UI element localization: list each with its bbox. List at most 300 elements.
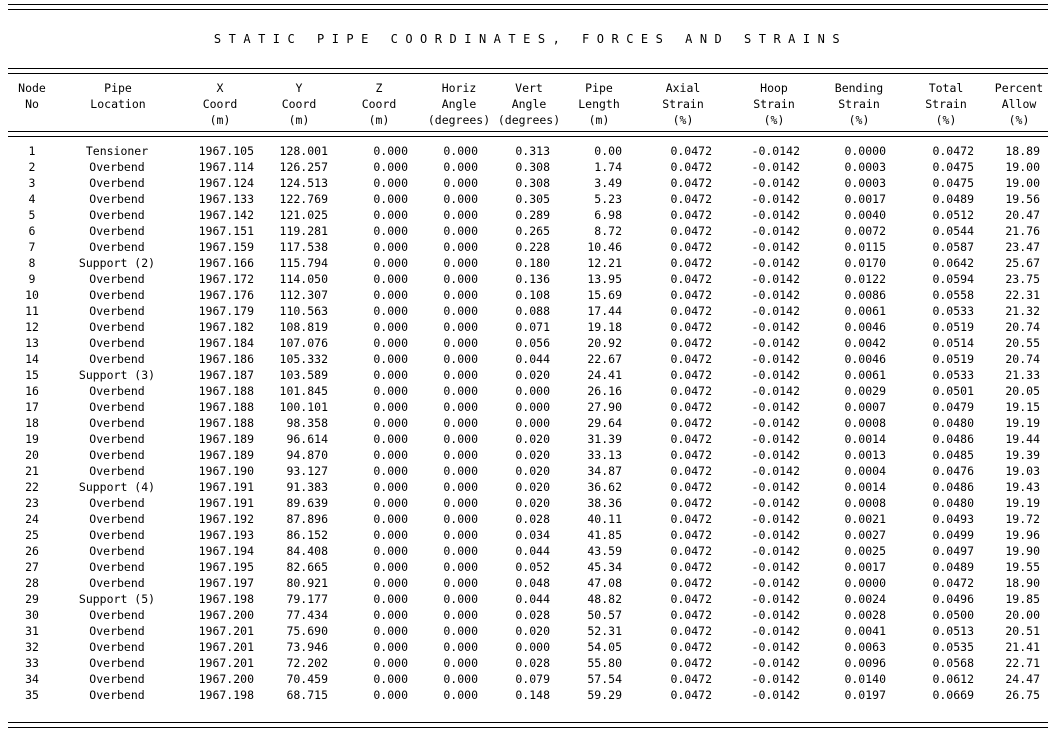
table-cell: 21 (25, 464, 39, 478)
table-cell: 29.64 (587, 416, 622, 430)
table-cell: 0.0472 (670, 432, 712, 446)
table-cell: 0.000 (443, 432, 478, 446)
table-cell: 0.000 (443, 144, 478, 158)
table-cell: 82.665 (286, 560, 328, 574)
table-cell: 0.0476 (932, 464, 974, 478)
table-cell: 0.0486 (932, 432, 974, 446)
table-cell: 0.0472 (670, 352, 712, 366)
table-cell: 21.33 (1005, 368, 1040, 382)
table-row (0, 415, 1061, 431)
table-cell: 0.000 (373, 560, 408, 574)
table-cell: 0.000 (373, 640, 408, 654)
table-cell: 18.89 (1005, 144, 1040, 158)
table-cell: Overbend (89, 464, 145, 478)
table-cell: Overbend (89, 160, 145, 174)
table-cell: 19.15 (1005, 400, 1040, 414)
table-cell: 0.028 (515, 656, 550, 670)
table-cell: 0.0496 (932, 592, 974, 606)
table-cell: 1967.186 (198, 352, 254, 366)
table-cell: 0.000 (443, 544, 478, 558)
table-cell: 1967.105 (198, 144, 254, 158)
table-cell: 31.39 (587, 432, 622, 446)
table-cell: 0.0472 (670, 384, 712, 398)
table-cell: 0.228 (515, 240, 550, 254)
table-cell: 0.000 (443, 672, 478, 686)
column-header-line: Y (295, 81, 303, 95)
table-cell: 0.308 (515, 160, 550, 174)
table-cell: Overbend (89, 640, 145, 654)
table-cell: 19 (25, 432, 39, 446)
table-cell: 31 (25, 624, 39, 638)
table-cell: 0.044 (515, 352, 550, 366)
table-cell: 0.180 (515, 256, 550, 270)
table-cell: 0.000 (373, 416, 408, 430)
table-cell: -0.0142 (751, 144, 800, 158)
table-cell: 0.000 (373, 240, 408, 254)
table-cell: 0.0021 (844, 512, 886, 526)
table-cell: 0.0008 (844, 496, 886, 510)
table-cell: 19.44 (1005, 432, 1040, 446)
table-cell: 124.513 (279, 176, 328, 190)
table-cell: 1967.197 (198, 576, 254, 590)
table-cell: 0.0472 (670, 656, 712, 670)
table-cell: 26.16 (587, 384, 622, 398)
table-cell: 0.0028 (844, 608, 886, 622)
table-cell: 1967.194 (198, 544, 254, 558)
table-cell: 0.0472 (670, 368, 712, 382)
table-cell: 0.000 (443, 656, 478, 670)
table-cell: 0.000 (373, 368, 408, 382)
table-cell: 0.000 (443, 304, 478, 318)
table-cell: 0.0027 (844, 528, 886, 542)
table-cell: 0.0558 (932, 288, 974, 302)
table-row (0, 479, 1061, 495)
bottom-double-rule (8, 722, 1048, 728)
table-cell: 0.0472 (670, 160, 712, 174)
table-cell: 0.000 (443, 368, 478, 382)
table-cell: 0.000 (443, 208, 478, 222)
table-cell: 23 (25, 496, 39, 510)
table-cell: 2 (28, 160, 36, 174)
table-cell: 105.332 (279, 352, 328, 366)
table-cell: 0.0063 (844, 640, 886, 654)
table-cell: 0.0472 (670, 256, 712, 270)
table-cell: 103.589 (279, 368, 328, 382)
table-cell: 0.000 (373, 336, 408, 350)
table-cell: 0.0472 (670, 176, 712, 190)
table-cell: 22 (25, 480, 39, 494)
table-cell: 0.000 (443, 288, 478, 302)
table-cell: -0.0142 (751, 352, 800, 366)
table-cell: 1 (28, 144, 36, 158)
table-cell: 87.896 (286, 512, 328, 526)
table-cell: 121.025 (279, 208, 328, 222)
table-row (0, 511, 1061, 527)
table-cell: 20.51 (1005, 624, 1040, 638)
table-cell: 1967.189 (198, 448, 254, 462)
table-cell: 114.050 (279, 272, 328, 286)
column-header-line: No (25, 97, 39, 111)
table-row (0, 447, 1061, 463)
table-cell: 47.08 (587, 576, 622, 590)
table-cell: -0.0142 (751, 544, 800, 558)
table-row (0, 335, 1061, 351)
table-cell: 20.05 (1005, 384, 1040, 398)
table-cell: 0.289 (515, 208, 550, 222)
table-cell: 23.75 (1005, 272, 1040, 286)
table-cell: 0.052 (515, 560, 550, 574)
table-cell: 0.000 (373, 432, 408, 446)
table-cell: 20.55 (1005, 336, 1040, 350)
table-cell: 0.000 (373, 352, 408, 366)
table-cell: 43.59 (587, 544, 622, 558)
table-cell: 0.028 (515, 512, 550, 526)
table-cell: 32 (25, 640, 39, 654)
table-cell: 4 (28, 192, 36, 206)
table-cell: 75.690 (286, 624, 328, 638)
table-cell: 0.0472 (670, 528, 712, 542)
table-cell: Overbend (89, 688, 145, 702)
table-cell: 1967.114 (198, 160, 254, 174)
table-cell: 91.383 (286, 480, 328, 494)
table-cell: 20.47 (1005, 208, 1040, 222)
column-header-line: Node (18, 81, 46, 95)
table-cell: 1967.176 (198, 288, 254, 302)
table-cell: 0.000 (373, 400, 408, 414)
table-cell: 0.0115 (844, 240, 886, 254)
table-cell: 59.29 (587, 688, 622, 702)
table-cell: 0.0024 (844, 592, 886, 606)
table-cell: 0.0040 (844, 208, 886, 222)
table-cell: 18.90 (1005, 576, 1040, 590)
table-cell: 0.000 (373, 224, 408, 238)
table-cell: Overbend (89, 336, 145, 350)
table-cell: 0.0519 (932, 320, 974, 334)
table-cell: 86.152 (286, 528, 328, 542)
table-cell: -0.0142 (751, 240, 800, 254)
table-cell: 0.0472 (670, 192, 712, 206)
table-cell: 0.0472 (670, 640, 712, 654)
table-cell: Overbend (89, 384, 145, 398)
table-cell: 0.000 (443, 336, 478, 350)
table-cell: 0.0472 (670, 544, 712, 558)
table-cell: Overbend (89, 240, 145, 254)
table-cell: 0.000 (373, 496, 408, 510)
table-cell: 0.000 (443, 512, 478, 526)
table-cell: -0.0142 (751, 464, 800, 478)
table-cell: 1967.195 (198, 560, 254, 574)
table-cell: 1967.201 (198, 624, 254, 638)
column-header-line: (%) (935, 113, 957, 127)
table-cell: 0.0479 (932, 400, 974, 414)
column-header (420, 80, 498, 128)
table-cell: 0.136 (515, 272, 550, 286)
table-cell: -0.0142 (751, 640, 800, 654)
table-cell: 1967.191 (198, 480, 254, 494)
table-cell: 6.98 (594, 208, 622, 222)
table-cell: 0.0475 (932, 176, 974, 190)
table-cell: -0.0142 (751, 208, 800, 222)
table-cell: 6 (28, 224, 36, 238)
table-cell: 0.0170 (844, 256, 886, 270)
table-cell: 0.071 (515, 320, 550, 334)
column-header-line: Allow (1001, 97, 1037, 111)
table-cell: 1967.133 (198, 192, 254, 206)
table-cell: 0.0122 (844, 272, 886, 286)
column-header-line: (m) (368, 113, 390, 127)
table-cell: 101.845 (279, 384, 328, 398)
table-cell: 57.54 (587, 672, 622, 686)
column-header-line (8, 112, 56, 128)
table-row (0, 559, 1061, 575)
table-cell: -0.0142 (751, 608, 800, 622)
table-cell: 0.020 (515, 368, 550, 382)
table-cell: 33 (25, 656, 39, 670)
table-cell: 17.44 (587, 304, 622, 318)
table-cell: 55.80 (587, 656, 622, 670)
table-cell: 0.0008 (844, 416, 886, 430)
table-cell: 23.47 (1005, 240, 1040, 254)
table-cell: 0.0086 (844, 288, 886, 302)
table-cell: 0.0472 (670, 592, 712, 606)
table-row (0, 255, 1061, 271)
table-cell: 19.55 (1005, 560, 1040, 574)
table-cell: 0.0061 (844, 368, 886, 382)
table-cell: 1967.151 (198, 224, 254, 238)
table-cell: 1.74 (594, 160, 622, 174)
table-cell: 0.0472 (670, 672, 712, 686)
table-cell: 0.0472 (932, 576, 974, 590)
table-cell: 0.000 (443, 688, 478, 702)
table-row (0, 191, 1061, 207)
table-cell: 96.614 (286, 432, 328, 446)
table-cell: 0.0472 (932, 144, 974, 158)
table-cell: 0.0486 (932, 480, 974, 494)
table-cell: 19.72 (1005, 512, 1040, 526)
table-cell: 0.000 (443, 272, 478, 286)
table-cell: 0.0480 (932, 416, 974, 430)
table-row (0, 223, 1061, 239)
table-cell: -0.0142 (751, 656, 800, 670)
table-cell: 1967.188 (198, 400, 254, 414)
column-header-line: Coord (281, 97, 317, 111)
table-cell: -0.0142 (751, 672, 800, 686)
table-cell: -0.0142 (751, 496, 800, 510)
table-cell: 0.000 (373, 576, 408, 590)
table-cell: Overbend (89, 512, 145, 526)
table-cell: 25 (25, 528, 39, 542)
table-cell: 14 (25, 352, 39, 366)
table-cell: 30 (25, 608, 39, 622)
table-cell: 0.020 (515, 432, 550, 446)
column-header (986, 80, 1052, 128)
table-cell: 115.794 (279, 256, 328, 270)
table-cell: 0.020 (515, 448, 550, 462)
table-cell: 0.000 (443, 464, 478, 478)
table-cell: 20.00 (1005, 608, 1040, 622)
table-cell: 0.0489 (932, 192, 974, 206)
table-row (0, 271, 1061, 287)
table-cell: 0.0472 (670, 576, 712, 590)
table-row (0, 319, 1061, 335)
table-cell: 0.000 (515, 400, 550, 414)
table-cell: 1967.201 (198, 656, 254, 670)
table-cell: 93.127 (286, 464, 328, 478)
table-cell: 0.0472 (670, 448, 712, 462)
table-cell: -0.0142 (751, 304, 800, 318)
column-header-line: Total (928, 81, 964, 95)
table-cell: 8 (28, 256, 36, 270)
table-cell: 15.69 (587, 288, 622, 302)
table-cell: Support (5) (78, 592, 156, 606)
table-cell: 0.308 (515, 176, 550, 190)
table-cell: 79.177 (286, 592, 328, 606)
table-row (0, 575, 1061, 591)
table-cell: 0.000 (373, 320, 408, 334)
table-cell: -0.0142 (751, 576, 800, 590)
column-header-line: X (216, 81, 224, 95)
report-title: STATIC PIPE COORDINATES, FORCES AND STRAINS (213, 32, 848, 46)
table-cell: 68.715 (286, 688, 328, 702)
table-cell: 0.0501 (932, 384, 974, 398)
table-cell: 0.0642 (932, 256, 974, 270)
table-row (0, 431, 1061, 447)
table-cell: 0.000 (443, 608, 478, 622)
table-cell: 3.49 (594, 176, 622, 190)
table-cell: 11 (25, 304, 39, 318)
table-cell: 0.0472 (670, 608, 712, 622)
table-cell: 0.020 (515, 624, 550, 638)
table-cell: -0.0142 (751, 592, 800, 606)
table-cell: 0.0007 (844, 400, 886, 414)
column-header (262, 80, 336, 128)
table-row (0, 303, 1061, 319)
table-cell: 1967.182 (198, 320, 254, 334)
table-cell: 0.020 (515, 480, 550, 494)
table-cell: 0.0072 (844, 224, 886, 238)
table-cell: 0.0568 (932, 656, 974, 670)
table-cell: 0.000 (443, 240, 478, 254)
table-cell: 22.71 (1005, 656, 1040, 670)
column-header (494, 80, 564, 128)
table-cell: 10 (25, 288, 39, 302)
column-header-line: Axial (665, 81, 701, 95)
table-cell: 0.0017 (844, 192, 886, 206)
column-header-line: Angle (511, 97, 547, 111)
table-cell: 0.0493 (932, 512, 974, 526)
table-cell: 0.056 (515, 336, 550, 350)
table-cell: 0.000 (443, 400, 478, 414)
table-cell: 0.000 (443, 480, 478, 494)
table-cell: 0.000 (443, 384, 478, 398)
table-cell: Overbend (89, 560, 145, 574)
table-cell: 0.000 (373, 624, 408, 638)
column-header (732, 80, 816, 128)
table-cell: 9 (28, 272, 36, 286)
table-cell: 0.044 (515, 592, 550, 606)
table-cell: 19.00 (1005, 160, 1040, 174)
table-cell: 10.46 (587, 240, 622, 254)
table-cell: 41.85 (587, 528, 622, 542)
column-header-line: Strain (753, 97, 795, 111)
table-row (0, 383, 1061, 399)
table-cell: 36.62 (587, 480, 622, 494)
table-cell: 0.000 (443, 256, 478, 270)
table-cell: 0.000 (373, 144, 408, 158)
table-cell: 54.05 (587, 640, 622, 654)
table-cell: 117.538 (279, 240, 328, 254)
column-header (566, 80, 632, 128)
table-cell: 0.0513 (932, 624, 974, 638)
column-header-line: Percent (994, 81, 1044, 95)
table-cell: 0.0000 (844, 144, 886, 158)
table-cell: 21.32 (1005, 304, 1040, 318)
table-cell: 0.0475 (932, 160, 974, 174)
table-cell: -0.0142 (751, 624, 800, 638)
table-cell: 1967.187 (198, 368, 254, 382)
header-top-rule (8, 68, 1048, 74)
table-cell: 110.563 (279, 304, 328, 318)
table-cell: 0.0533 (932, 304, 974, 318)
column-header-line (62, 112, 174, 128)
column-header-line: Bending (834, 81, 884, 95)
table-row (0, 463, 1061, 479)
column-header-line: (degrees) (427, 113, 491, 127)
table-cell: 100.101 (279, 400, 328, 414)
table-cell: -0.0142 (751, 272, 800, 286)
table-cell: 0.048 (515, 576, 550, 590)
table-row (0, 159, 1061, 175)
column-header-line: Location (90, 97, 146, 111)
column-header-line: Angle (441, 97, 477, 111)
column-header (8, 80, 56, 128)
table-cell: 0.0499 (932, 528, 974, 542)
table-cell: 0.000 (373, 160, 408, 174)
table-cell: 0.000 (443, 624, 478, 638)
table-cell: 0.0025 (844, 544, 886, 558)
column-header-line: Coord (361, 97, 397, 111)
table-cell: 0.000 (443, 416, 478, 430)
table-row (0, 367, 1061, 383)
table-cell: 1967.184 (198, 336, 254, 350)
table-row (0, 607, 1061, 623)
column-header-line: Hoop (760, 81, 788, 95)
table-cell: Overbend (89, 608, 145, 622)
table-cell: 0.0061 (844, 304, 886, 318)
column-header-line: Strain (662, 97, 704, 111)
table-cell: 0.000 (373, 672, 408, 686)
table-cell: 38.36 (587, 496, 622, 510)
table-cell: 0.0472 (670, 288, 712, 302)
table-cell: 0.0197 (844, 688, 886, 702)
table-cell: 1967.124 (198, 176, 254, 190)
table-cell: 0.0046 (844, 320, 886, 334)
table-cell: 0.000 (515, 416, 550, 430)
table-cell: 0.044 (515, 544, 550, 558)
table-cell: 0.0472 (670, 464, 712, 478)
table-cell: 18 (25, 416, 39, 430)
table-cell: 84.408 (286, 544, 328, 558)
table-row (0, 175, 1061, 191)
table-row (0, 239, 1061, 255)
table-cell: -0.0142 (751, 384, 800, 398)
table-cell: 19.43 (1005, 480, 1040, 494)
table-cell: 17 (25, 400, 39, 414)
table-cell: 1967.200 (198, 672, 254, 686)
column-header-line: Horiz (441, 81, 477, 95)
table-cell: Overbend (89, 272, 145, 286)
table-cell: 0.00 (594, 144, 622, 158)
